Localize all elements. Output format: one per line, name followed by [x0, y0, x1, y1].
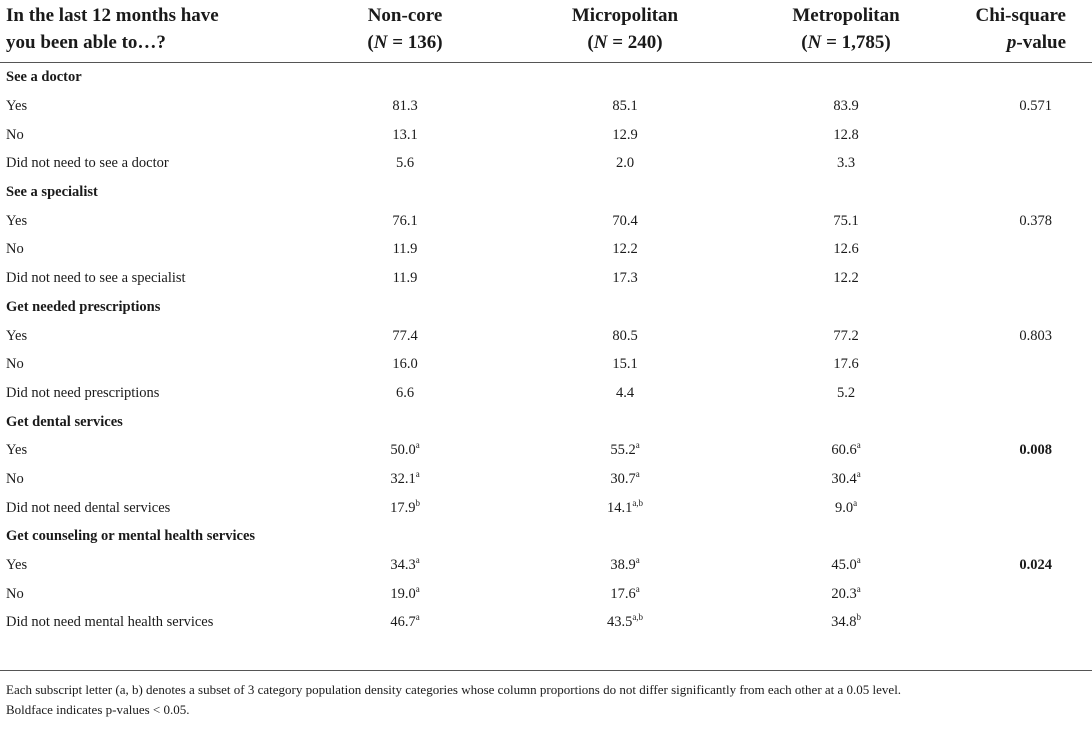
- section-title: See a specialist: [6, 184, 98, 201]
- pvalue-cell: 0.803: [1019, 327, 1052, 344]
- column-name: Metropolitan: [792, 5, 900, 26]
- percent-value: 55.2: [610, 442, 636, 459]
- pvalue-p: p: [1006, 32, 1017, 53]
- pvalue-cell: [952, 465, 1092, 494]
- percent-value: 14.1: [606, 499, 633, 516]
- table-row: [0, 120, 1092, 149]
- pvalue-cell: [952, 120, 1092, 149]
- section-title: See a doctor: [6, 69, 82, 86]
- row-label: No: [6, 585, 24, 602]
- percent-cell: [510, 206, 740, 235]
- column-header-noncore: [300, 0, 510, 63]
- percent-cell: [740, 235, 952, 264]
- row-label: Did not need to see a specialist: [6, 270, 186, 287]
- percent-value: 17.9: [390, 499, 416, 516]
- subset-letter: a: [415, 583, 420, 594]
- percent-cell: [300, 264, 510, 293]
- table-row: [0, 264, 1092, 293]
- pvalue-cell: [952, 350, 1092, 379]
- percent-value: 17.3: [612, 270, 638, 287]
- row-label: Yes: [6, 212, 28, 229]
- percent-cell: [300, 321, 510, 350]
- percent-cell: [300, 551, 510, 580]
- percent-cell: [510, 493, 740, 522]
- percent-value: 5.6: [395, 155, 415, 172]
- subset-letter: a: [415, 612, 420, 623]
- percent-cell: [300, 92, 510, 121]
- percent-value: 30.4: [831, 470, 857, 487]
- percent-value: 9.0: [834, 499, 854, 516]
- percent-value: 12.9: [612, 126, 638, 143]
- percent-value: 12.2: [612, 241, 638, 258]
- percent-cell: [510, 235, 740, 264]
- column-header-metropolitan: [740, 0, 952, 63]
- percent-value: 77.4: [392, 327, 418, 344]
- table-row: [0, 149, 1092, 178]
- n-prefix: (: [367, 32, 374, 53]
- footnote-boldface: Boldface indicates p-values < 0.05.: [6, 702, 190, 718]
- table-row: [0, 579, 1092, 608]
- percent-value: 45.0: [831, 557, 857, 574]
- footnote-subscripts: Each subscript letter (a, b) denotes a subset of 3 category population density categories whose column proportions do not differ significantly from each other at a 0.05 level.: [6, 682, 902, 698]
- row-label: Did not need prescriptions: [6, 384, 160, 401]
- section-row: [0, 63, 1092, 92]
- subset-letter: a: [635, 555, 640, 566]
- section-row: [0, 293, 1092, 322]
- n-label: N: [807, 32, 822, 53]
- header-row: [0, 0, 1092, 63]
- subset-letter: a: [635, 468, 640, 479]
- percent-cell: [740, 465, 952, 494]
- percent-value: 50.0: [390, 442, 416, 459]
- row-label: Did not need dental services: [6, 499, 171, 516]
- question-header-line1: In the last 12 months have: [6, 5, 219, 26]
- question-header: [0, 0, 300, 63]
- pvalue-cell: 0.378: [1019, 212, 1052, 229]
- pvalue-cell: 0.024: [1019, 557, 1052, 574]
- percent-value: 46.7: [390, 614, 416, 631]
- n-prefix: (: [801, 32, 808, 53]
- percent-cell: [300, 379, 510, 408]
- subset-letter: a: [415, 468, 420, 479]
- pvalue-cell: [952, 608, 1092, 671]
- percent-value: 12.2: [833, 270, 859, 287]
- n-label: N: [593, 32, 608, 53]
- percent-value: 15.1: [612, 356, 638, 373]
- percent-value: 17.6: [833, 356, 859, 373]
- section-title: Get counseling or mental health services: [6, 528, 256, 545]
- percent-cell: [510, 321, 740, 350]
- table-row: [0, 551, 1092, 580]
- percent-value: 30.7: [610, 470, 636, 487]
- percent-value: 38.9: [610, 557, 636, 574]
- percent-cell: [740, 321, 952, 350]
- percent-cell: [510, 264, 740, 293]
- percent-value: 34.3: [390, 557, 416, 574]
- table-row: [0, 465, 1092, 494]
- pvalue-cell: 0.571: [1019, 98, 1052, 115]
- percent-cell: [300, 608, 510, 671]
- pvalue-cell: 0.008: [1019, 442, 1052, 459]
- percent-value: 4.4: [615, 384, 635, 401]
- n-value: = 240): [607, 32, 663, 53]
- percent-value: 80.5: [612, 327, 638, 344]
- percent-cell: [740, 493, 952, 522]
- percent-cell: [740, 206, 952, 235]
- percent-value: 75.1: [833, 212, 859, 229]
- pvalue-cell: [952, 493, 1092, 522]
- percent-value: 2.0: [615, 155, 635, 172]
- table-row: [0, 436, 1092, 465]
- table-row: [0, 493, 1092, 522]
- table-row: [0, 92, 1092, 121]
- percent-value: 12.6: [833, 241, 859, 258]
- row-label: No: [6, 241, 24, 258]
- percent-cell: [740, 350, 952, 379]
- percent-cell: [510, 149, 740, 178]
- table-row: [0, 235, 1092, 264]
- percent-value: 43.5: [606, 614, 633, 631]
- percent-value: 6.6: [395, 384, 415, 401]
- percent-value: 11.9: [392, 270, 418, 287]
- subset-letter: a: [856, 440, 861, 451]
- subset-letter: a: [856, 555, 861, 566]
- percent-cell: [510, 92, 740, 121]
- percent-cell: [740, 608, 952, 671]
- subset-letter: a: [635, 583, 640, 594]
- percent-cell: [510, 579, 740, 608]
- row-label: No: [6, 470, 24, 487]
- pvalue-cell: [952, 579, 1092, 608]
- table-row: [0, 350, 1092, 379]
- table-body: [0, 63, 1092, 671]
- subset-letter: a: [856, 468, 861, 479]
- percent-cell: [510, 436, 740, 465]
- subset-letter: a: [415, 555, 420, 566]
- percent-value: 34.8: [831, 614, 857, 631]
- percent-cell: [510, 120, 740, 149]
- subset-letter: b: [415, 497, 420, 508]
- percent-cell: [510, 465, 740, 494]
- percent-cell: [300, 206, 510, 235]
- percent-cell: [740, 436, 952, 465]
- column-name: Micropolitan: [571, 5, 679, 26]
- subset-letter: b: [856, 612, 861, 623]
- pvalue-cell: [952, 379, 1092, 408]
- row-label: No: [6, 356, 24, 373]
- percent-cell: [740, 92, 952, 121]
- row-label: Yes: [6, 442, 28, 459]
- percent-value: 83.9: [833, 98, 859, 115]
- percent-cell: [510, 608, 740, 671]
- pvalue-cell: [952, 264, 1092, 293]
- row-label: Did not need mental health services: [0, 608, 300, 671]
- percent-value: 5.2: [836, 384, 856, 401]
- section-title: Get needed prescriptions: [6, 298, 161, 315]
- percent-cell: [510, 350, 740, 379]
- percent-cell: [740, 551, 952, 580]
- percent-cell: [740, 579, 952, 608]
- percent-value: 32.1: [390, 470, 416, 487]
- table-footnotes: [0, 671, 1092, 720]
- pvalue-cell: [952, 235, 1092, 264]
- percent-cell: [740, 264, 952, 293]
- n-value: = 136): [387, 32, 443, 53]
- percent-value: 13.1: [392, 126, 418, 143]
- percent-value: 85.1: [612, 98, 638, 115]
- percent-cell: [300, 465, 510, 494]
- percent-value: 60.6: [831, 442, 857, 459]
- table-row: [0, 321, 1092, 350]
- percent-value: 16.0: [392, 356, 418, 373]
- percent-value: 3.3: [836, 155, 856, 172]
- percent-cell: [510, 551, 740, 580]
- subset-letter: a: [856, 583, 861, 594]
- percent-cell: [300, 149, 510, 178]
- table-header: [0, 0, 1092, 63]
- section-title: Get dental services: [6, 413, 123, 430]
- percent-value: 11.9: [392, 241, 418, 258]
- pvalue-cell: [952, 149, 1092, 178]
- percent-value: 77.2: [833, 327, 859, 344]
- percent-cell: [510, 379, 740, 408]
- subset-letter: a: [635, 440, 640, 451]
- question-header-line2: you been able to…?: [6, 32, 166, 53]
- n-label: N: [373, 32, 388, 53]
- subset-letter: a: [415, 440, 420, 451]
- percent-value: 20.3: [831, 585, 857, 602]
- table-row: [0, 608, 1092, 671]
- n-value: = 1,785): [821, 32, 891, 53]
- column-header-pvalue: [952, 0, 1092, 63]
- percent-value: 70.4: [612, 212, 638, 229]
- subset-letter: a,b: [632, 497, 644, 508]
- column-name: Non-core: [367, 5, 443, 26]
- percent-cell: [740, 379, 952, 408]
- column-header-micropolitan: [510, 0, 740, 63]
- percent-cell: [300, 235, 510, 264]
- pvalue-header-rest: -value: [1016, 32, 1066, 53]
- percent-cell: [740, 149, 952, 178]
- percent-cell: [300, 120, 510, 149]
- row-label: Yes: [6, 98, 28, 115]
- row-label: Did not need to see a doctor: [6, 155, 169, 172]
- percent-cell: [300, 493, 510, 522]
- subset-letter: a,b: [632, 612, 644, 623]
- row-label: No: [6, 126, 24, 143]
- percent-cell: [300, 350, 510, 379]
- table-row: [0, 206, 1092, 235]
- pvalue-header-line1: Chi-square: [975, 5, 1066, 26]
- n-prefix: (: [587, 32, 594, 53]
- row-label: Yes: [6, 557, 28, 574]
- percent-value: 12.8: [833, 126, 859, 143]
- percent-value: 76.1: [392, 212, 418, 229]
- percent-cell: [300, 436, 510, 465]
- percent-cell: [740, 120, 952, 149]
- subset-letter: a: [853, 497, 858, 508]
- section-row: [0, 178, 1092, 207]
- table-row: [0, 379, 1092, 408]
- percent-value: 81.3: [392, 98, 418, 115]
- percent-cell: [300, 579, 510, 608]
- section-row: [0, 522, 1092, 551]
- percent-value: 17.6: [610, 585, 636, 602]
- percent-value: 19.0: [390, 585, 416, 602]
- row-label: Yes: [6, 327, 28, 344]
- section-row: [0, 407, 1092, 436]
